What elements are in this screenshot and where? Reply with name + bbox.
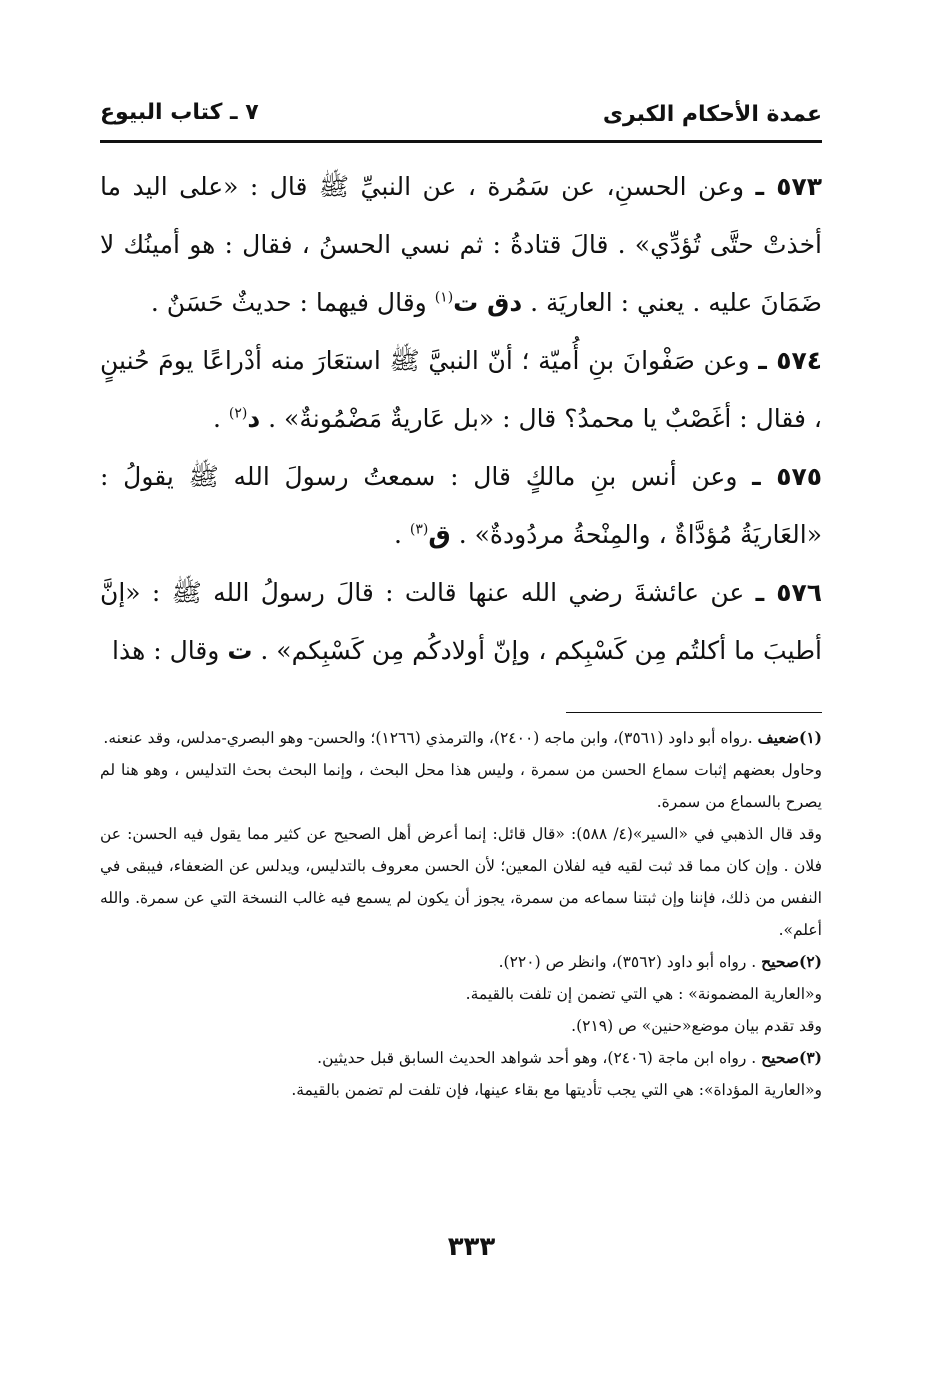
footnote-grade: (٢)صحيح	[761, 952, 822, 971]
footnote-line	[100, 1010, 822, 1042]
hadith-number: ٥٧٤ ـ	[758, 346, 822, 375]
chapter-title: ٧ ـ كتاب البيوع	[100, 100, 259, 125]
footnote-text: . رواه أبو داود (٣٥٦٢)، وانظر ص (٢٢٠).	[498, 953, 762, 971]
book-title: عمدة الأحكام الكبرى	[602, 102, 822, 127]
main-text	[100, 158, 822, 680]
hadith-number: ٥٧٥ ـ	[752, 462, 822, 491]
running-header	[100, 96, 822, 140]
header-rule	[100, 140, 822, 143]
hadith-number: ٥٧٣ ـ	[755, 172, 822, 201]
footnote-line	[100, 978, 822, 1010]
footnote-text: . رواه ابن ماجة (٢٤٠٦)، وهو أحد شواهد الحديث السابق قبل حديثين.	[317, 1049, 762, 1067]
footnote-text: و«العارية المضمونة» : هي التي تضمن إن تلفت بالقيمة.	[465, 985, 822, 1003]
hadith-576	[100, 564, 822, 680]
footnote-line	[100, 946, 822, 978]
hadith-575	[100, 448, 822, 564]
hadith-574	[100, 332, 822, 448]
hadith-tail: .	[212, 404, 221, 433]
hadith-source: ت	[227, 636, 253, 665]
footnote-text: و«العارية المؤداة»: هي التي يجب تأديتها مع بقاء عينها، فإن تلفت لم تضمن بالقيمة.	[291, 1081, 822, 1099]
footnote-rule	[566, 712, 822, 713]
hadith-tail: وقال : هذا	[112, 636, 220, 665]
hadith-source: د	[247, 404, 261, 433]
hadith-source: دق ت	[453, 288, 523, 317]
footnote-grade: (١)ضعيف	[757, 728, 822, 747]
footnote-line	[100, 1074, 822, 1106]
footnote-line	[100, 722, 822, 754]
footnote-ref: (٣)	[409, 521, 429, 538]
hadith-tail: وقال فيهما : حديثٌ حَسَنٌ .	[150, 288, 427, 317]
footnote-text: وقد تقدم بيان موضع«حنين» ص (٢١٩).	[571, 1017, 822, 1035]
hadith-number: ٥٧٦ ـ	[755, 578, 823, 607]
hadith-text: وعن أنس بنِ مالكٍ قال : سمعتُ رسولَ الله ﷺ يقولُ : «العَاريَةُ مُؤدَّاةٌ ، والمِنْحةُ مردُودةٌ» .	[100, 462, 822, 549]
footnote-ref: (٢)	[228, 405, 248, 422]
footnote-line	[100, 818, 822, 946]
hadith-text: عن عائشةَ رضي الله عنها قالت : قالَ رسولُ الله ﷺ : «إنَّ أطيبَ ما أكلتُم مِن كَسْبِكم ، وإنّ أولادكُم مِن كَسْبِكم» .	[100, 578, 822, 665]
hadith-573	[100, 158, 822, 332]
footnote-text: وقد قال الذهبي في «السير»(٤/ ٥٨٨): «قال قائل: إنما أعرض أهل الصحيح عن كثير مما يقول فيه الحسن: عن فلان . وإن كان مما قد ثبت لقيه فيه لفلان المعين؛ لأن الحسن معروف بالتدليس، ويدلس عن الضعفاء، فيبقى في النفس من ذلك، فإننا وإن ثبتنا سماعه من سمرة، يجوز أن يكون لم يسمع فيه غالب النسخة التي عن سمرة. والله أعلم».	[100, 825, 822, 939]
footnote-ref: (١)	[434, 289, 454, 306]
footnote-grade: (٣)صحيح	[761, 1048, 822, 1067]
footnote-line	[100, 754, 822, 818]
footnote-line	[100, 1042, 822, 1074]
footnote-text: وحاول بعضهم إثبات سماع الحسن من سمرة ، وليس هذا محل البحث ، وإنما البحث بحث التدليس ، وهو هنا لم يصرح بالسماع من سمرة.	[100, 761, 822, 811]
footnotes	[100, 722, 822, 1106]
hadith-text: وعن الحسنِ، عن سَمُرة ، عن النبيِّ ﷺ قال : «على اليد ما أخذتْ حتَّى تُؤدِّي» . قالَ قتادةُ : ثم نسي الحسنُ ، فقال : هو أمينُك لا ضَمَانَ عليه . يعني : العاريَة .	[100, 172, 822, 317]
hadith-text: وعن صَفْوانَ بنِ أُميّة ؛ أنّ النبيَّ ﷺ استعَارَ منه أدْراعًا يومَ حُنينٍ ، فقال : أغَصْبٌ يا محمدُ؟ قال : «بل عَاريةٌ مَضْمُونةٌ» .	[100, 346, 822, 433]
footnote-text: .رواه أبو داود (٣٥٦١)، وابن ماجه (٢٤٠٠)، والترمذي (١٢٦٦)؛ والحسن- وهو البصري-مدلس، وقد عنعنه.	[103, 729, 758, 747]
hadith-tail: .	[394, 520, 402, 549]
page-number: ٣٣٣	[447, 1232, 496, 1262]
hadith-source: ق	[428, 520, 451, 549]
